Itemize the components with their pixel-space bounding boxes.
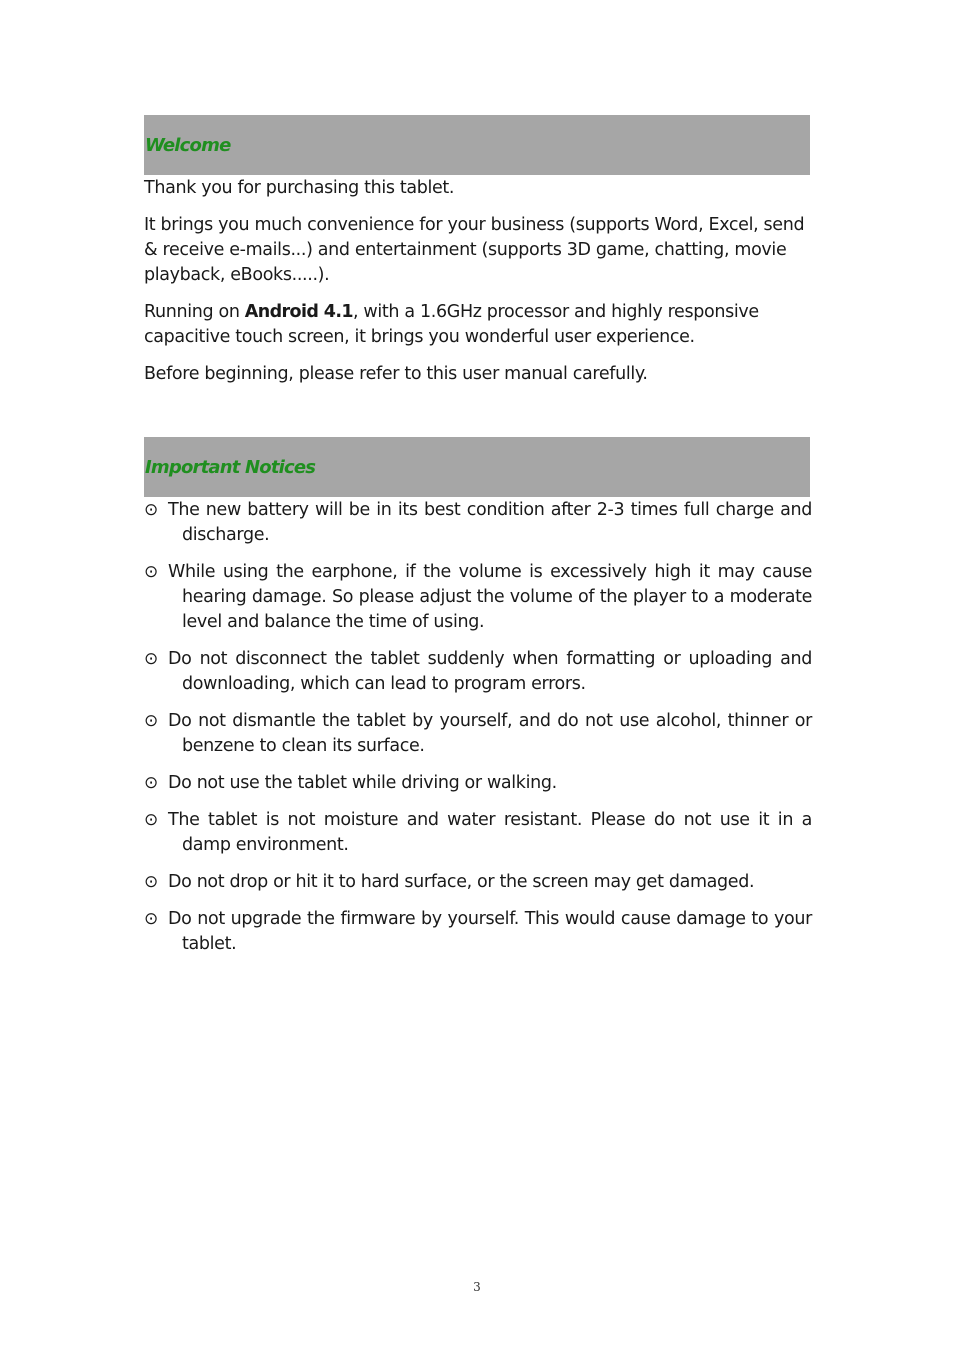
circled-dot-icon: ⊙ [144,909,158,929]
circled-dot-icon: ⊙ [144,872,158,892]
running-on-paragraph [144,300,812,350]
circled-dot-icon: ⊙ [144,500,158,520]
notice-item [144,560,812,635]
page-content [144,115,812,969]
notice-list [144,498,812,957]
notice-text: While using the earphone, if the volume is excessively high it may cause hearing damage. So please adjust the volume of the player to a moderate level and balance the time of using. [168,562,812,632]
running-prefix: Running on [144,302,245,322]
before-beginning-paragraph: Before beginning, please refer to this user manual carefully. [144,364,648,384]
android-version: Android 4.1 [244,302,353,322]
notice-text: Do not dismantle the tablet by yourself, and do not use alcohol, thinner or benzene to clean its surface. [168,711,812,756]
notice-item [144,870,812,895]
notice-item [144,709,812,759]
notice-item [144,498,812,548]
circled-dot-icon: ⊙ [144,562,158,582]
notices-section-title: Important Notices [145,456,316,478]
notice-text: Do not disconnect the tablet suddenly when formatting or uploading and downloading, which can lead to program errors. [168,649,812,694]
page-number: 3 [473,1280,481,1294]
notice-text: The tablet is not moisture and water resistant. Please do not use it in a damp environment. [168,810,812,855]
notice-item [144,647,812,697]
notice-text: Do not use the tablet while driving or walking. [168,773,557,793]
convenience-paragraph: It brings you much convenience for your business (supports Word, Excel, send & receive e-mails...) and entertainment (supports 3D game, chatting, movie playback, eBooks.....). [144,215,805,285]
notice-text: Do not upgrade the firmware by yourself. This would cause damage to your tablet. [168,909,812,954]
welcome-section-header [144,115,810,175]
notice-item [144,771,812,796]
notices-section-header [144,437,810,497]
circled-dot-icon: ⊙ [144,810,158,830]
running-suffix: , with a 1.6GHz processor and highly responsive capacitive touch screen, it brings you wonderful user experience. [144,302,759,347]
notice-item [144,808,812,858]
circled-dot-icon: ⊙ [144,711,158,731]
circled-dot-icon: ⊙ [144,649,158,669]
notice-text: The new battery will be in its best condition after 2-3 times full charge and discharge. [168,500,812,545]
circled-dot-icon: ⊙ [144,773,158,793]
thank-you-paragraph: Thank you for purchasing this tablet. [144,178,455,198]
notice-item [144,907,812,957]
notice-text: Do not drop or hit it to hard surface, or the screen may get damaged. [168,872,755,892]
welcome-section-title: Welcome [145,134,231,156]
